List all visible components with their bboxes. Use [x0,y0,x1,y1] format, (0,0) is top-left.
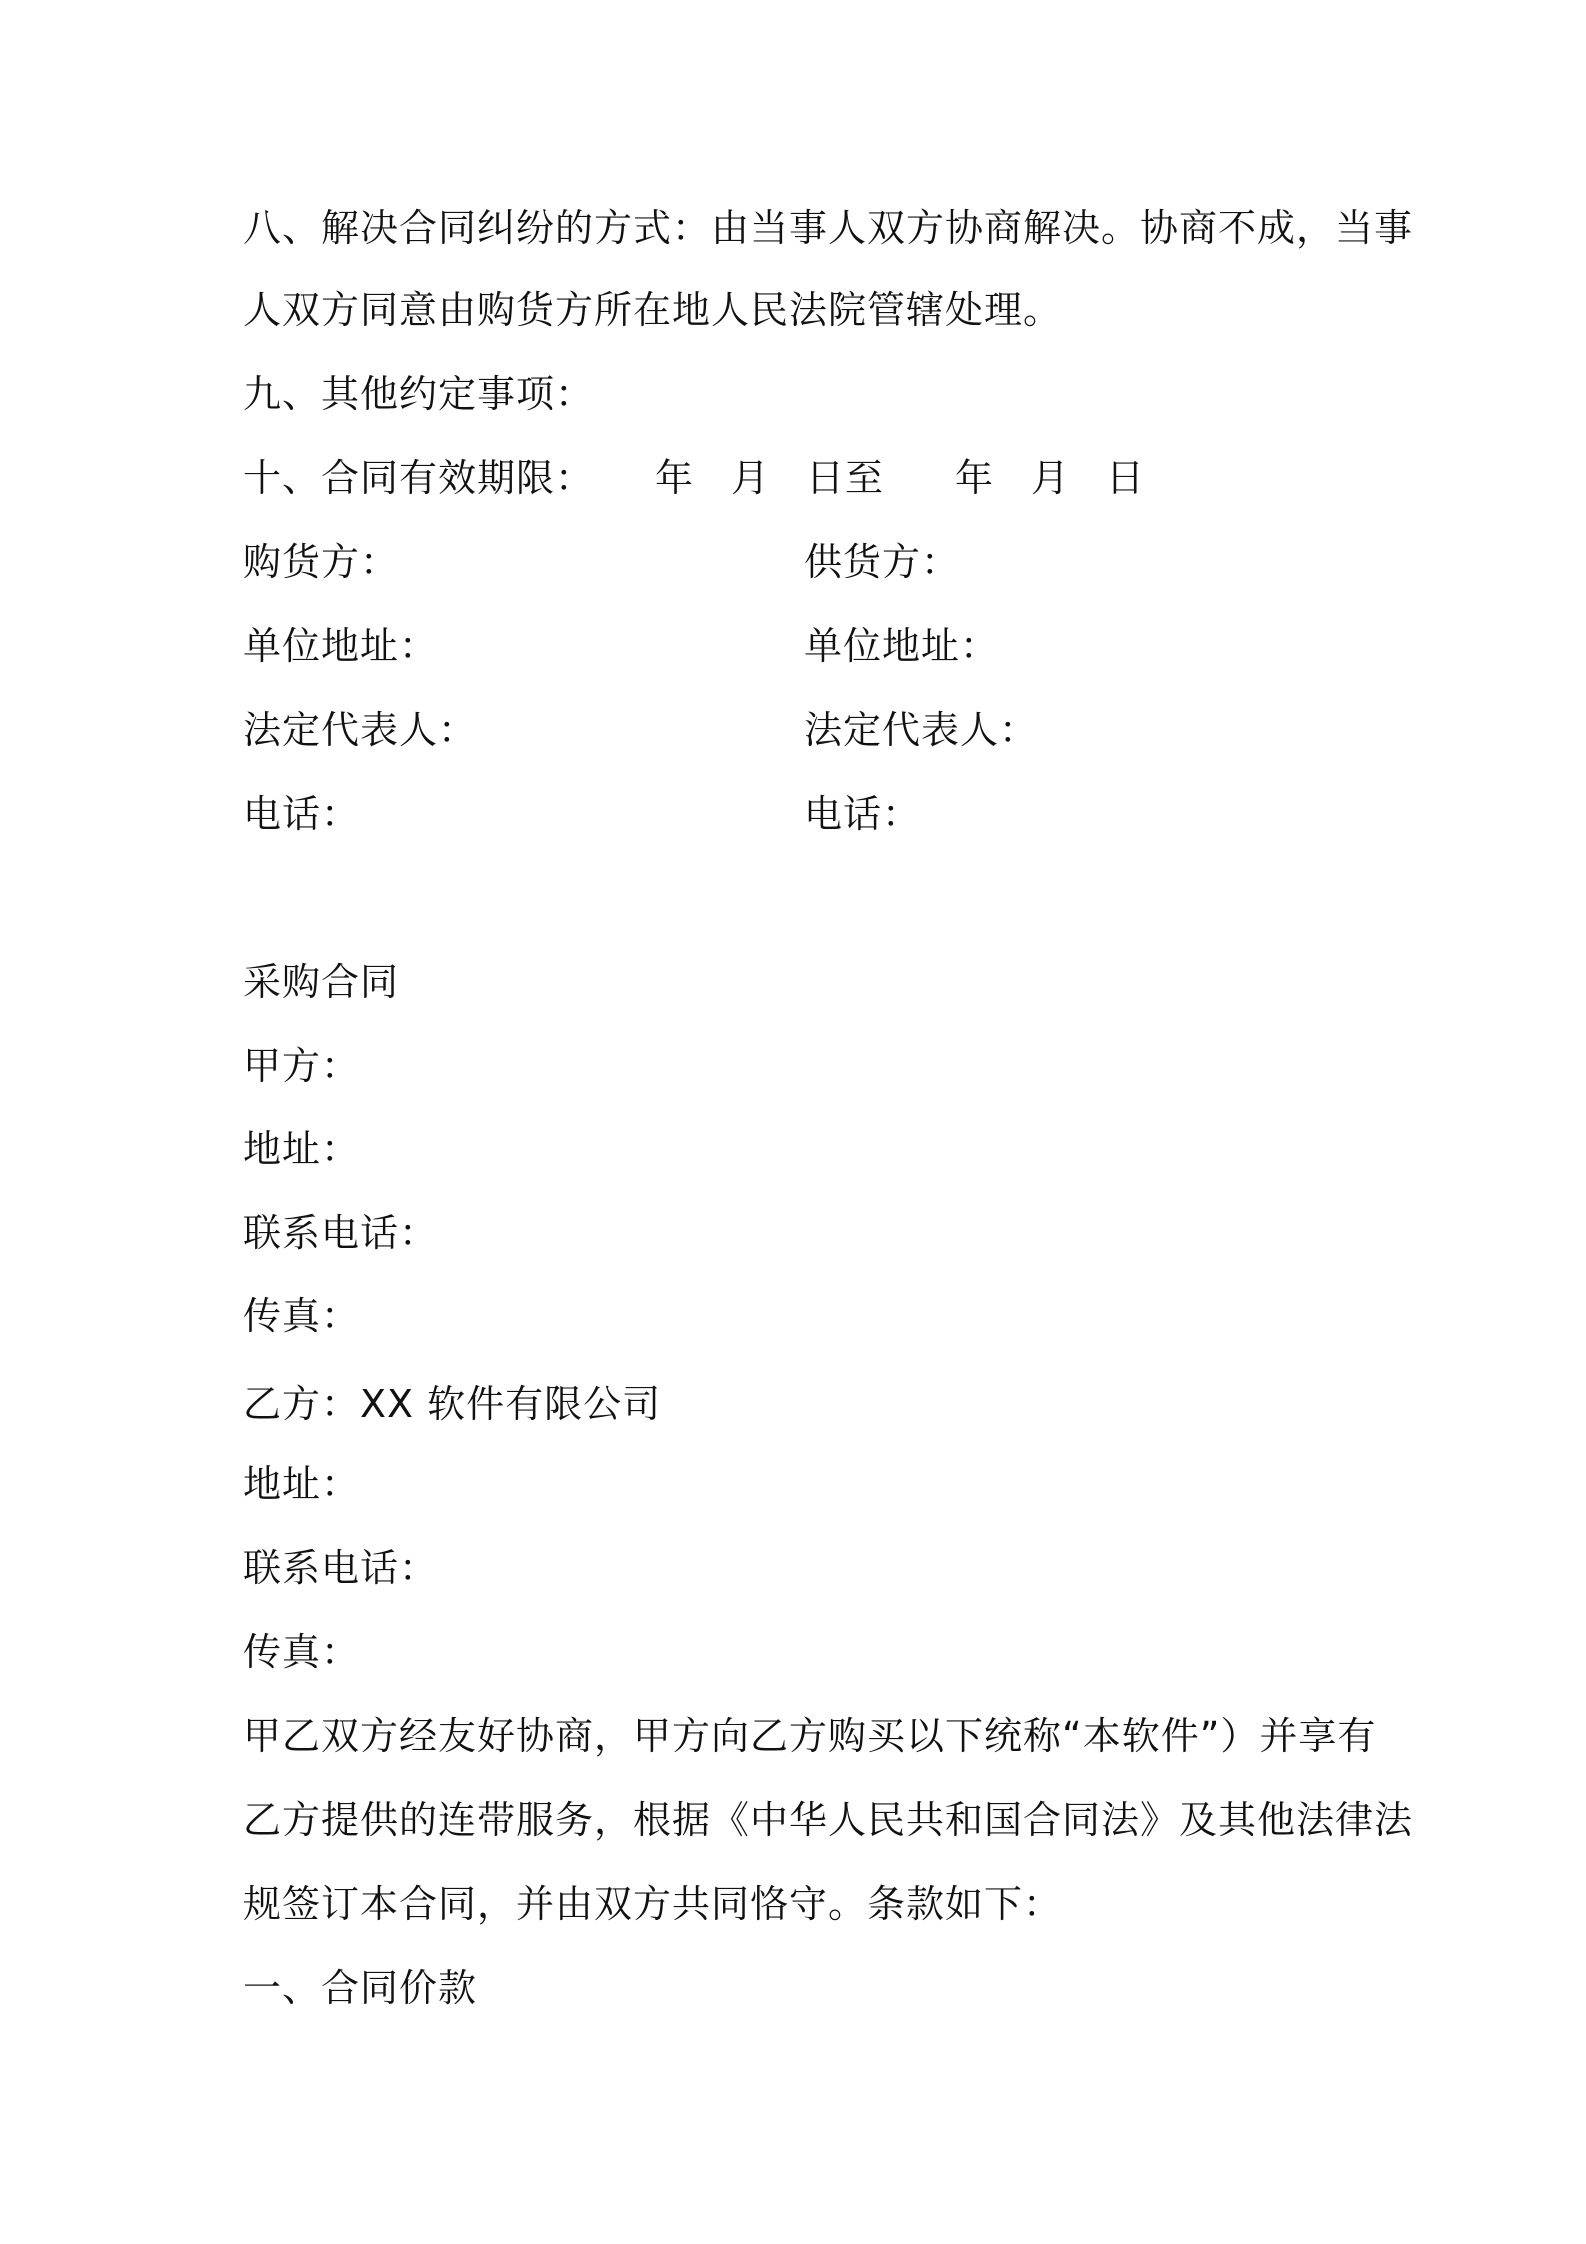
party-b-fax-label: 传真： [243,1630,361,1674]
clause-10-month-1: 月 [731,456,771,500]
clause-9: 九、其他约定事项： [243,372,595,416]
clause-10-day-to: 日至 [806,456,885,500]
buyer-phone-label: 电话： [243,792,361,836]
intro-line-2: 乙方提供的连带服务，根据《中华人民共和国合同法》及其他法律法 [243,1798,1414,1842]
section-1-heading: 一、合同价款 [243,1966,478,2010]
clause-10-year-1: 年 [655,456,695,500]
party-b-label: 乙方：XX 软件有限公司 [243,1382,662,1426]
party-a-fax-label: 传真： [243,1294,361,1338]
party-a-phone-label: 联系电话： [243,1211,439,1255]
buyer-label: 购货方： [243,540,400,584]
supplier-label: 供货方： [804,540,961,584]
party-a-address-label: 地址： [243,1127,361,1171]
intro-line-1: 甲乙双方经友好协商，甲方向乙方购买以下统称“本软件”）并享有 [243,1714,1377,1758]
supplier-address-label: 单位地址： [804,624,1000,668]
intro-line-3: 规签订本合同，并由双方共同恪守。条款如下： [243,1882,1063,1926]
clause-10-month-2: 月 [1031,456,1071,500]
buyer-representative-label: 法定代表人： [243,708,478,752]
supplier-representative-label: 法定代表人： [804,708,1039,752]
purchase-contract-title: 采购合同 [243,960,400,1004]
supplier-phone-label: 电话： [804,792,922,836]
clause-10 [243,454,1243,502]
clause-10-day-2: 日 [1106,456,1146,500]
party-a-label: 甲方： [243,1044,361,1088]
party-b-phone-label: 联系电话： [243,1546,439,1590]
clause-8-line-1: 八、解决合同纠纷的方式：由当事人双方协商解决。协商不成，当事 [243,206,1414,250]
buyer-address-label: 单位地址： [243,624,439,668]
clause-10-year-2: 年 [955,456,995,500]
party-b-address-label: 地址： [243,1462,361,1506]
clause-8-line-2: 人双方同意由购货方所在地人民法院管辖处理。 [243,288,1063,332]
clause-10-label: 十、合同有效期限： [243,456,595,500]
